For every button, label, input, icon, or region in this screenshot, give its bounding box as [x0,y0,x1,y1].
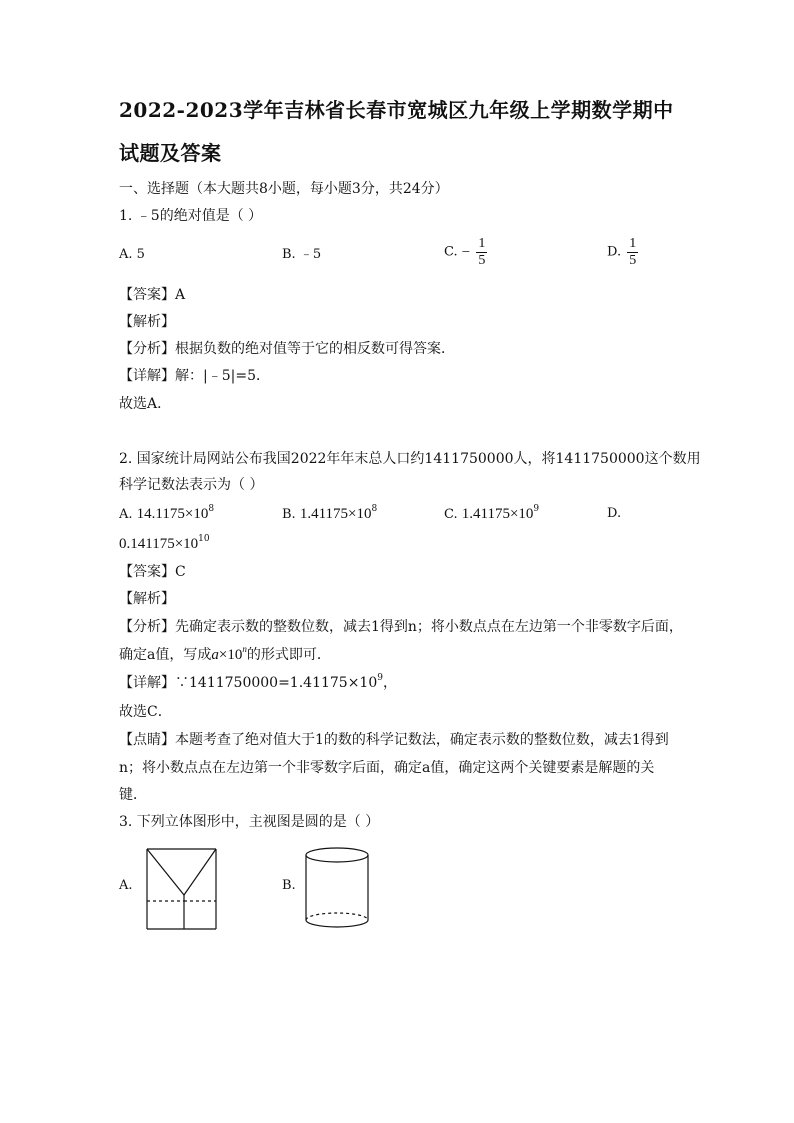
q2-option-c-exponent: 9 [533,504,540,514]
q1-option-d-numerator: 1 [629,236,637,251]
q2-analysis-line2-pre: 确定a值，写成 [119,647,212,663]
q2-option-a-exponent: 8 [208,504,215,514]
q3-option-b-label: B. [282,878,296,893]
q2-option-d-mantissa: 0.141175×10 [119,536,199,552]
q2-analysis-var-n: n [242,644,247,654]
q2-detail-post: ， [382,675,397,691]
q2-option-a [119,505,214,524]
q2-option-b-label: B. [282,507,296,522]
q2-jiexi: 【解析】 [119,591,175,607]
q1-option-c-label: C. [444,244,458,260]
q1-option-d-label: D. [607,244,622,260]
q1-answer: 【答案】A [119,287,186,303]
q1-option-c-numerator: 1 [478,236,486,251]
q1-option-b: B. ﹣5 [282,247,322,262]
q2-comment-line1: 【点睛】本题考查了绝对值大于1的数的科学记数法，确定表示数的整数位数，减去1得到 [119,732,669,748]
q2-comment-line2: n；将小数点点在左边第一个非零数字后面，确定a值，确定这两个关键要素是解题的关 [119,760,655,776]
q1-option-c [444,236,487,269]
q1-option-c-fraction [476,236,487,269]
q2-option-c-label: C. [444,507,458,522]
q2-detail-pre: 【详解】∵1411750000=1.41175×10 [119,675,378,691]
q2-answer: 【答案】C [119,564,186,580]
q3-stem: 3. 下列立体图形中，主视图是圆的是（ ） [119,814,380,830]
q2-analysis-line1: 【分析】先确定表示数的整数位数，减去1得到n；将小数点点在左边第一个非零数字后面， [119,619,683,635]
cylinder-figure [300,843,374,933]
q2-analysis-line2-post: 的形式即可． [246,647,331,663]
q3-option-a-label: A. [119,878,133,893]
q2-option-b-exponent: 8 [371,504,378,514]
q2-option-b-mantissa: 1.41175×10 [299,506,372,522]
q2-stem-line2: 科学记数法表示为（ ） [119,477,264,493]
q2-detail-exponent: 9 [377,673,383,683]
section-heading: 一、选择题（本大题共8小题，每小题3分，共24分） [119,181,449,197]
q2-analysis-times-ten: ×10 [218,647,243,663]
q2-option-b [282,505,377,524]
q1-detail: 【详解】解：|﹣5|=5． [119,368,270,384]
q2-stem-line1: 2. 国家统计局网站公布我国2022年年末总人口约1411750000人，将1411750000这个数用 [119,451,701,467]
document-title-line1: 2022-2023学年吉林省长春市宽城区九年级上学期数学期中 [119,98,674,122]
q2-option-c [444,505,539,524]
q2-option-c-mantissa: 1.41175×10 [461,506,534,522]
q2-analysis-var-a: a [211,647,219,663]
triangular-prism-figure [140,843,220,933]
q2-option-d-value [119,535,210,554]
q2-choose: 故选C． [119,704,172,720]
q1-stem: 1. ﹣5的绝对值是（ ） [119,208,263,224]
q2-comment-line3: 键． [119,787,147,803]
q2-option-d-exponent: 10 [198,534,210,544]
q2-analysis-line2 [119,646,331,664]
q1-option-d-fraction [627,236,638,269]
q1-option-c-sign: − [461,244,471,261]
q1-option-c-denominator: 5 [478,253,486,268]
document-title-line2: 试题及答案 [119,141,222,165]
q1-jiexi: 【解析】 [119,314,175,330]
q2-option-a-label: A. [119,507,133,522]
q2-option-a-mantissa: 14.1175×10 [136,506,209,522]
q2-detail [119,674,397,692]
q2-option-d-label: D. [607,506,622,521]
q1-choose: 故选A． [119,396,172,412]
q1-analysis: 【分析】根据负数的绝对值等于它的相反数可得答案． [119,341,455,357]
q1-option-d [607,236,638,269]
q1-option-d-denominator: 5 [629,253,637,268]
q1-option-a: A. 5 [119,247,145,262]
